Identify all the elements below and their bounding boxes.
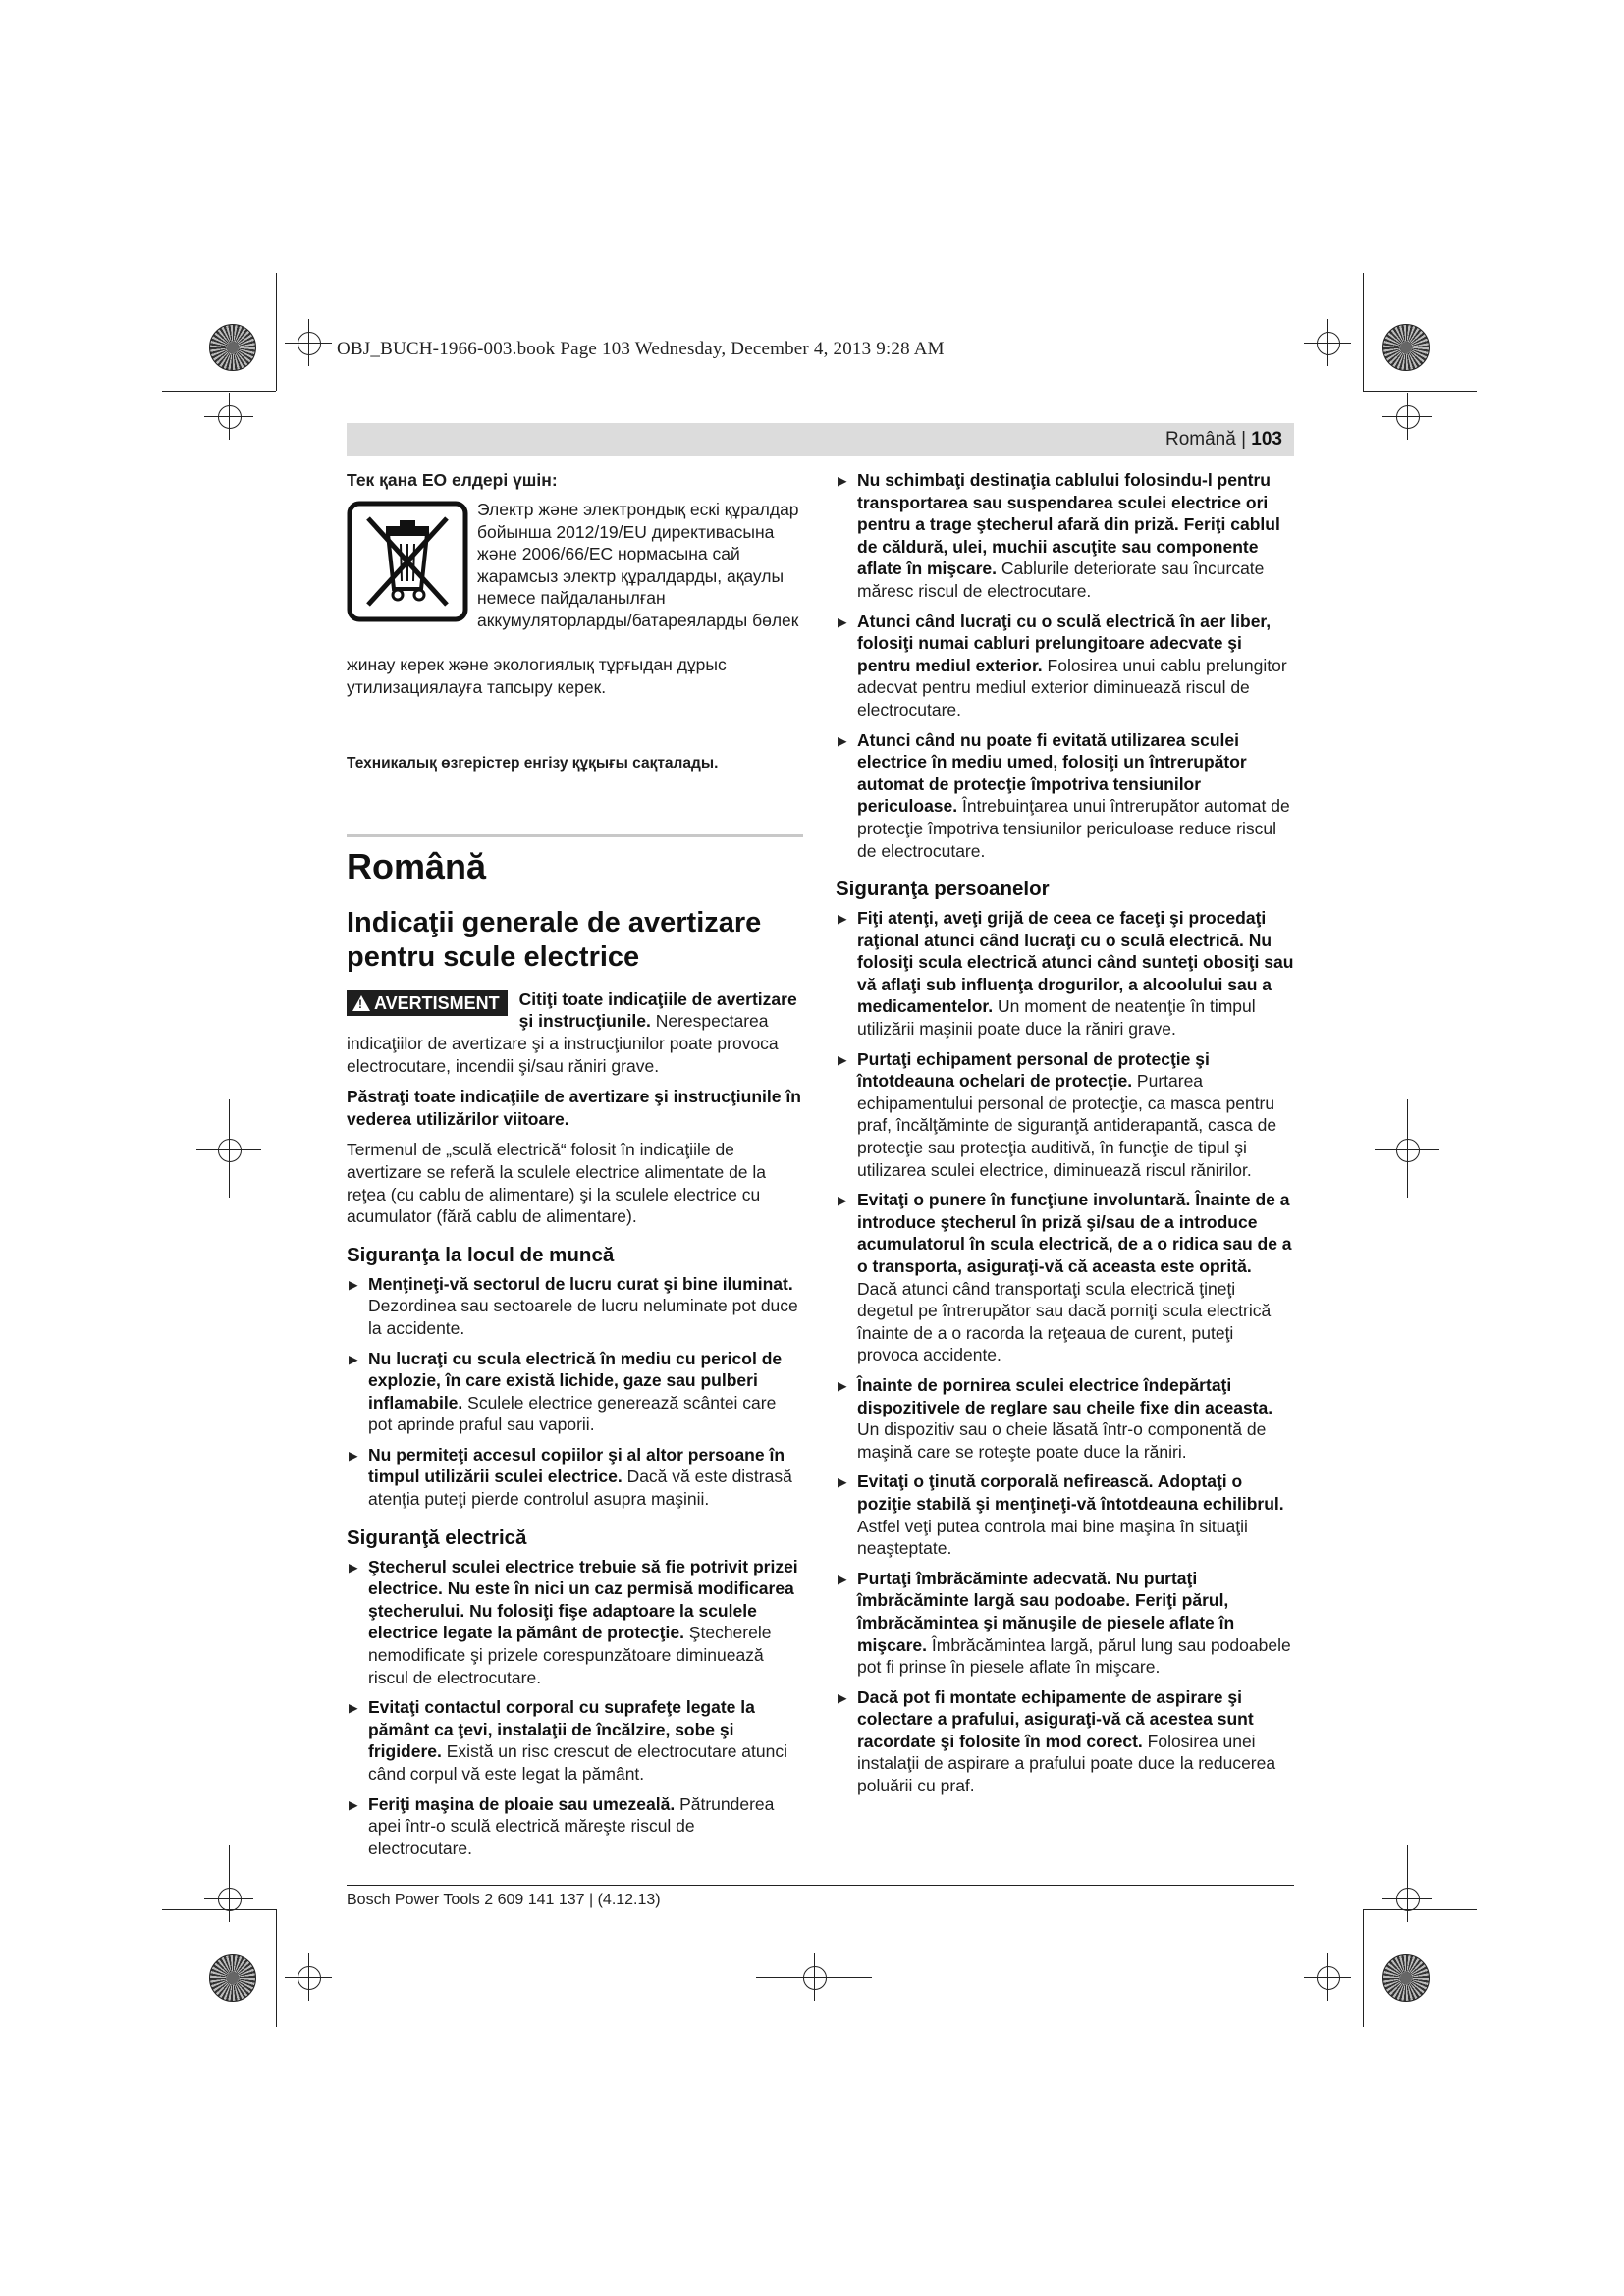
weee-text-continued: жинау керек және экологиялық тұрғыдан дұрыс утилизациялауға тапсыру керек. [347, 655, 727, 697]
list-item: ▶ Purtaţi echipament personal de protecţie şi întotdeauna ochelari de protecţie. Purtarea echipamentului personal de protecţie, ca masca pentru praf, încălţăminte de siguranţă antiderapantă, casca de protecţie sau protecţia auditivă, în funcţie de tipul şi utilizarea sculei electrice, diminuează riscul rănirilor. [836, 1048, 1294, 1182]
list-item: ▶ Dacă pot fi montate echipamente de aspirare şi colectare a prafului, asiguraţi-vă că acestea sunt racordate şi folosite în mod corect. Folosirea unei instalaţii de aspirare a prafului poate duce la reducerea poluării cu praf. [836, 1686, 1294, 1797]
list-item: ▶ Ştecherul sculei electrice trebuie să fie potrivit prizei electrice. Nu este în nici un caz permisă modificarea ştecherului. Nu folosiţi fişe adaptoare la sculele electrice legate la pământ de protecţie. Ştecherele nemodificate şi prizele corespunzătoare diminuează riscul de electrocutare. [347, 1556, 803, 1689]
running-header: Română | 103 [347, 423, 1294, 456]
footer-rule [347, 1885, 1294, 1886]
list-item: ▶ Nu lucraţi cu scula electrică în mediu cu pericol de explozie, în care există lichide, gaze sau pulberi inflamabile. Sculele electrice generează scântei care pot aprinde praful sau vaporii. [347, 1348, 803, 1436]
warning-badge: !AVERTISMENT [347, 990, 508, 1016]
list-item: ▶ Atunci când nu poate fi evitată utilizarea sculei electrice în mediu umed, folosiţi un întrerupător automat de protecţie împotriva tensiunilor periculoase. Întrebuinţarea unui întrerupător automat de protecţie împotriva tensiunilor periculoase reduce riscul de electrocutare. [836, 729, 1294, 863]
list-item: ▶ Înainte de pornirea sculei electrice îndepărtaţi dispozitivele de reglare sau cheile fixe din aceasta. Un dispozitiv sau o cheie lăsată într-o componentă de maşină care se roteşte poate duce la răniri. [836, 1374, 1294, 1463]
term-definition: Termenul de „sculă electrică“ folosit în indicaţiile de avertizare se referă la sculele electrice alimentate de la reţea (cu cablu de alimentare) şi la sculele electrice cu acumulator (fără cablu de alimentare). [347, 1140, 767, 1227]
work-area-list [347, 1273, 803, 1511]
right-column [836, 469, 1294, 1805]
personal-safety-list [836, 907, 1294, 1797]
list-item: ▶ Atunci când lucraţi cu o sculă electrică în aer liber, folosiţi numai cabluri prelungitoare adecvate şi pentru mediul exterior. Folosirea unui cablu prelungitor adecvat pentru mediul exterior diminuează riscul de electrocutare. [836, 611, 1294, 721]
list-item: ▶ Nu permiteţi accesul copiilor şi al altor persoane în timpul utilizării sculei electrice. Dacă vă este distrasă atenţia puteţi pierde controlul asupra maşinii. [347, 1444, 803, 1511]
crossed-out-wheeled-bin-icon [347, 501, 468, 622]
warning-triangle-icon [352, 995, 370, 1011]
list-item: ▶ Menţineţi-vă sectorul de lucru curat şi bine iluminat. Dezordinea sau sectoarele de lucru neluminate pot duce la accidente. [347, 1273, 803, 1340]
list-item: ▶ Evitaţi contactul corporal cu suprafeţe legate la pământ ca ţevi, instalaţii de încălzire, sobe şi frigidere. Există un risc crescut de electrocutare atunci când corpul vă este legat la pământ. [347, 1696, 803, 1785]
electrical-safety-list-continued [836, 469, 1294, 862]
running-header-section: Română [1164, 429, 1236, 450]
list-item: ▶ Evitaţi o punere în funcţiune involuntară. Înainte de a introduce ştecherul în priză şi/sau de a introduce acumulatorul în scula electrică, de a o ridica sau de a o transporta, asiguraţi-vă că aceasta este oprită. Dacă atunci când transportaţi scula electrică ţineţi degetul pe întrerupător sau dacă porniţi scula electrică înainte de a o racorda la reţeaua de curent, puteţi provoca accidente. [836, 1189, 1294, 1366]
list-item: ▶ Fiţi atenţi, aveţi grijă de ceea ce faceţi şi procedaţi raţional atunci când lucraţi cu o sculă electrică. Nu folosiţi scula electrică atunci când sunteţi obosiţi sau vă aflaţi sub influenţa drogurilor, a alcoolului sau a medicamentelor. Un moment de neatenţie în timpul utilizării maşinii poate duce la răniri grave. [836, 907, 1294, 1041]
rights-reserved: Техникалық өзгерістер енгізу құқығы сақталады. [347, 755, 719, 773]
warning-bold: Citiţi toate indicaţiile de avertizare şi instrucţiunile. [518, 988, 797, 1032]
list-item: ▶ Nu schimbaţi destinaţia cablului folosindu-l pentru transportarea sau suspendarea sculei electrice ori pentru a trage ştecherul afară din priză. Feriţi cablul de căldură, ulei, muchii ascuţite sau componente aflate în mişcare. Cablurile deteriorate sau încurcate măresc riscul de electrocutare. [836, 469, 1294, 603]
registration-rosette-icon [209, 324, 256, 371]
personal-safety-title: Siguranţa persoanelor [836, 878, 1050, 901]
print-header: OBJ_BUCH-1966-003.book Page 103 Wednesday, December 4, 2013 9:28 AM [337, 339, 945, 359]
weee-notice [347, 469, 803, 654]
registration-rosette-icon [1382, 324, 1430, 371]
work-area-title: Siguranţa la locul de muncă [347, 1243, 615, 1266]
section-title: Indicaţii generale de avertizare pentru scule electrice [347, 906, 762, 973]
list-item: ▶ Evitaţi o ţinută corporală nefirească. Adoptaţi o poziţie stabilă şi menţineţi-vă întotdeauna echilibrul. Astfel veţi putea controla mai bine maşina în situaţii neaşteptate. [836, 1470, 1294, 1559]
weee-text: Электр және электрондық ескі құралдар бойынша 2012/19/EU директивасына және 2006/66/ЕС нормасына сай жарамсыз электр құралдарды, ақаулы немесе пайдаланылған аккумуляторларды/батареяларды бөлек [477, 500, 799, 630]
electrical-safety-list [347, 1556, 803, 1860]
warning-text: Nerespectarea indicaţiilor de avertizare şi a instrucţiunilor poate provoca electrocutare, incendii şi/sau răniri grave. [347, 1011, 779, 1076]
language-title: Română [347, 845, 487, 886]
list-item: ▶ Purtaţi îmbrăcăminte adecvată. Nu purtaţi îmbrăcăminte largă sau podoabe. Feriţi părul, îmbrăcămintea şi mănuşile de piesele aflate în mişcare. Îmbrăcămintea largă, părul lung sau podoabele pot fi prinse în piesele aflate în mişcare. [836, 1568, 1294, 1679]
weee-heading: Тек қана ЕО елдері үшін: [347, 470, 558, 490]
page-number: 103 [1251, 429, 1282, 450]
warning-paragraph [347, 988, 803, 1077]
electrical-safety-title: Siguranţă electrică [347, 1525, 527, 1549]
left-column [347, 469, 803, 1867]
list-item: ▶ Feriţi maşina de ploaie sau umezeală. Pătrunderea apei într-o sculă electrică măreşte riscul de electrocutare. [347, 1793, 803, 1860]
keep-instructions: Păstraţi toate indicaţiile de avertizare şi instrucţiunile în vederea utilizărilor viitoare. [347, 1087, 801, 1129]
registration-rosette-icon [1382, 1954, 1430, 2002]
registration-rosette-icon [209, 1954, 256, 2002]
footer: Bosch Power Tools 2 609 141 137 | (4.12.13) [347, 1892, 661, 1908]
